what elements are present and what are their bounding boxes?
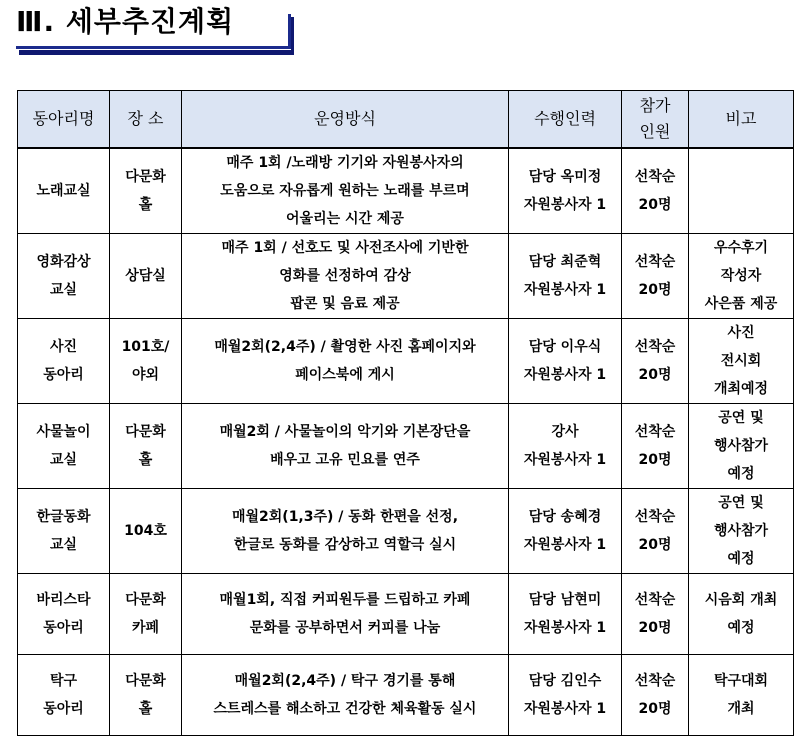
cell-method: 매주 1회 /노래방 기기와 자원봉사자의 도움으로 자유롭게 원하는 노래를 부르며 어울리는 시간 제공 (182, 148, 509, 234)
cell-method: 매월1회, 직접 커피원두를 드립하고 카페 문화를 공부하면서 커피를 나눔 (182, 574, 509, 655)
cell-note: 시음회 개최 예정 (689, 574, 794, 655)
cell-staff: 담당 옥미정 자원봉사자 1 (509, 148, 622, 234)
cell-place: 다문화 카페 (110, 574, 182, 655)
cell-note: 우수후기 작성자 사은품 제공 (689, 234, 794, 319)
cell-place: 104호 (110, 489, 182, 574)
cell-staff: 강사 자원봉사자 1 (509, 404, 622, 489)
cell-participants: 선착순 20명 (622, 404, 689, 489)
cell-participants: 선착순 20명 (622, 234, 689, 319)
cell-place: 상담실 (110, 234, 182, 319)
cell-staff: 담당 최준혁 자원봉사자 1 (509, 234, 622, 319)
table-row (18, 148, 794, 234)
cell-note: 사진 전시회 개최예정 (689, 319, 794, 404)
cell-note: 탁구대회 개최 (689, 655, 794, 736)
header-club-name: 동아리명 (18, 91, 110, 149)
table-row (18, 404, 794, 489)
header-participants: 참가 인원 (622, 91, 689, 149)
cell-participants: 선착순 20명 (622, 319, 689, 404)
table-row (18, 574, 794, 655)
title-underline-shadow (19, 50, 294, 55)
cell-method: 매주 1회 / 선호도 및 사전조사에 기반한 영화를 선정하여 감상 팝콘 및 음료 제공 (182, 234, 509, 319)
cell-club-name: 영화감상 교실 (18, 234, 110, 319)
header-note: 비고 (689, 91, 794, 149)
table-row (18, 489, 794, 574)
cell-participants: 선착순 20명 (622, 148, 689, 234)
table-row (18, 319, 794, 404)
cell-club-name: 탁구 동아리 (18, 655, 110, 736)
title-side-shadow (291, 17, 294, 55)
cell-staff: 담당 이우식 자원봉사자 1 (509, 319, 622, 404)
cell-place: 다문화 홀 (110, 655, 182, 736)
table-row (18, 655, 794, 736)
cell-club-name: 노래교실 (18, 148, 110, 234)
cell-method: 매월2회(2,4주) / 촬영한 사진 홈페이지와 페이스북에 게시 (182, 319, 509, 404)
table-header-row (18, 91, 794, 149)
cell-note: 공연 및 행사참가 예정 (689, 489, 794, 574)
cell-club-name: 사물놀이 교실 (18, 404, 110, 489)
cell-participants: 선착순 20명 (622, 489, 689, 574)
plan-table (17, 90, 794, 736)
header-method: 운영방식 (182, 91, 509, 149)
cell-method: 매월2회(1,3주) / 동화 한편을 선정, 한글로 동화를 감상하고 역할극 실시 (182, 489, 509, 574)
cell-participants: 선착순 20명 (622, 574, 689, 655)
header-place: 장 소 (110, 91, 182, 149)
cell-staff: 담당 남현미 자원봉사자 1 (509, 574, 622, 655)
cell-place: 101호/ 야외 (110, 319, 182, 404)
cell-club-name: 한글동화 교실 (18, 489, 110, 574)
cell-note: 공연 및 행사참가 예정 (689, 404, 794, 489)
cell-method: 매월2회 / 사물놀이의 악기와 기본장단을 배우고 고유 민요를 연주 (182, 404, 509, 489)
header-staff: 수행인력 (509, 91, 622, 149)
cell-place: 다문화 홀 (110, 404, 182, 489)
cell-club-name: 바리스타 동아리 (18, 574, 110, 655)
table-row (18, 234, 794, 319)
cell-staff: 담당 송혜경 자원봉사자 1 (509, 489, 622, 574)
cell-club-name: 사진 동아리 (18, 319, 110, 404)
title-underline (16, 46, 291, 49)
cell-participants: 선착순 20명 (622, 655, 689, 736)
cell-staff: 담당 김인수 자원봉사자 1 (509, 655, 622, 736)
cell-note (689, 148, 794, 234)
page-title: Ⅲ. 세부추진계획 (16, 5, 235, 38)
cell-place: 다문화 홀 (110, 148, 182, 234)
cell-method: 매월2회(2,4주) / 탁구 경기를 통해 스트레스를 해소하고 건강한 체육활동 실시 (182, 655, 509, 736)
